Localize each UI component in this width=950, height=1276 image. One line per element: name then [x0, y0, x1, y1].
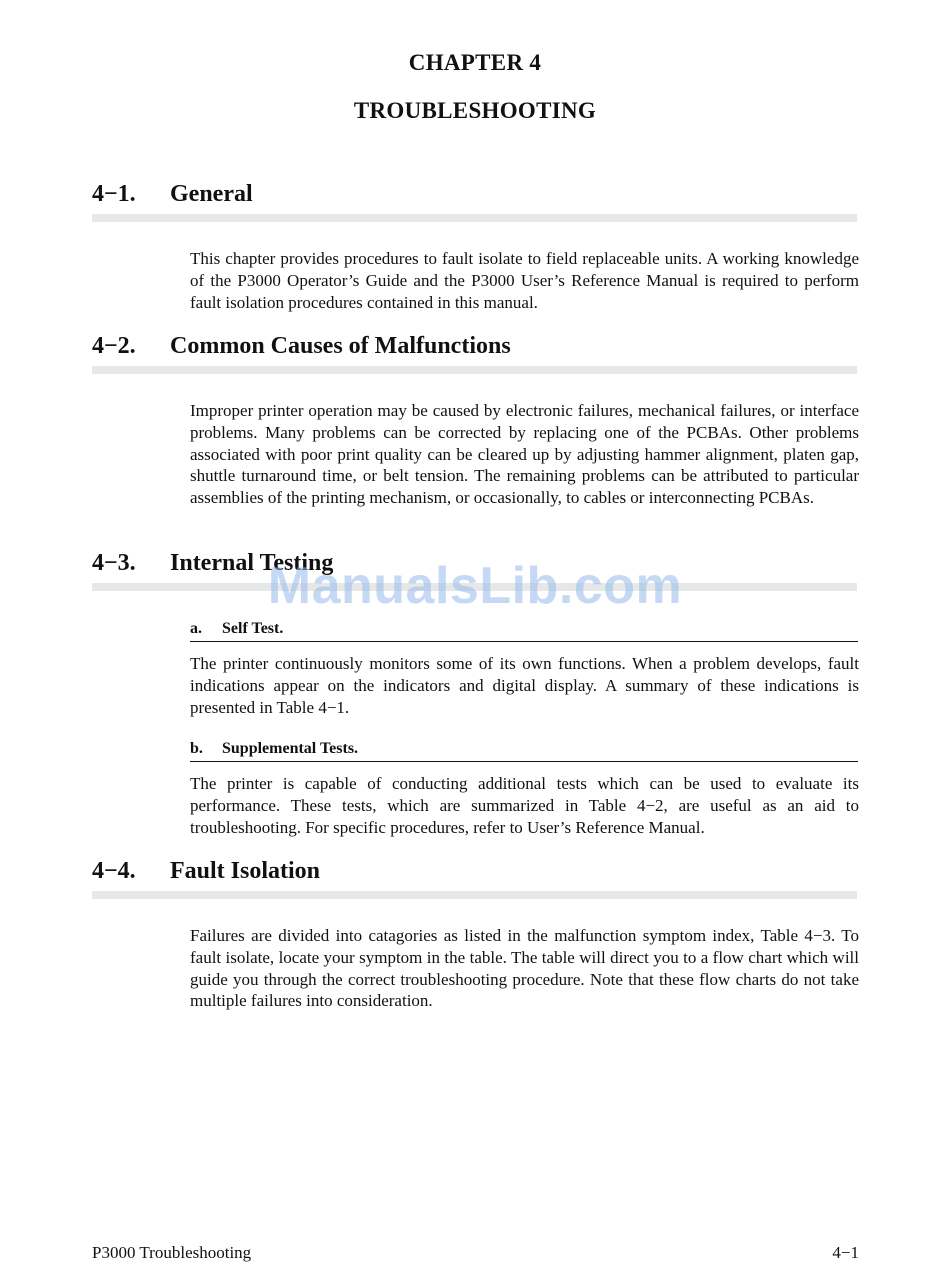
section-title: Internal Testing: [170, 550, 334, 576]
page-number: 4−1: [832, 1243, 859, 1262]
section-body: Failures are divided into catagories as listed in the malfunction symptom index, Table 4−3. To fault isolate, locate your symptom in the table. The table will direct you to a flow chart which will guide you through the correct troubleshooting procedure. Note that these flow charts do not take multiple failures into consideration.: [190, 926, 859, 1011]
section-number: 4−4.: [92, 858, 136, 884]
section-number: 4−2.: [92, 333, 136, 359]
chapter-title: TROUBLESHOOTING: [353, 98, 597, 123]
watermark: ManualsLib.com: [267, 557, 683, 615]
subsection-title: Supplemental Tests.: [222, 740, 359, 757]
subsection-letter: a.: [190, 620, 202, 637]
subsection-heading-self-test: [190, 619, 858, 642]
subsection-body: The printer is capable of conducting additional tests which can be used to evaluate its performance. These tests, which are summarized in Table 4−2, are useful as an aid to troubleshooting. For specific procedures, refer to User’s Reference Manual.: [190, 774, 859, 837]
subsection-body: The printer continuously monitors some of its own functions. When a problem develops, fault indications appear on the indicators and digital display. A summary of these indications is presented in Table 4−1.: [190, 654, 859, 717]
subsection-title: Self Test.: [222, 620, 284, 637]
section-rule: [92, 891, 857, 899]
section-title: Fault Isolation: [170, 858, 321, 884]
section-body: This chapter provides procedures to fault isolate to field replaceable units. A working knowledge of the P3000 Operator’s Guide and the P3000 User’s Reference Manual is required to perform fault isolation procedures contained in this manual.: [190, 249, 859, 312]
section-heading-common-causes: [92, 332, 857, 360]
section-heading-general: [92, 180, 857, 208]
section-number: 4−3.: [92, 550, 136, 576]
section-title: Common Causes of Malfunctions: [170, 333, 511, 359]
chapter-label: CHAPTER 4: [408, 50, 542, 75]
section-rule: [92, 214, 857, 222]
section-title: General: [170, 181, 253, 207]
section-rule: [92, 366, 857, 374]
section-number: 4−1.: [92, 181, 136, 207]
subsection-heading-supplemental-tests: [190, 739, 858, 762]
section-heading-fault-isolation: [92, 857, 857, 885]
section-body: Improper printer operation may be caused by electronic failures, mechanical failures, or interface problems. Many problems can be corrected by replacing one of the PCBAs. Other problems associated with poor print quality can be cleared up by adjusting hammer alignment, platen gap, shuttle turnaround time, or belt tension. The remaining problems can be attributed to particular assemblies of the printing mechanism, or occasionally, to cables or interconnecting PCBAs.: [190, 401, 859, 508]
subsection-letter: b.: [190, 740, 203, 757]
footer-title: P3000 Troubleshooting: [92, 1243, 252, 1262]
